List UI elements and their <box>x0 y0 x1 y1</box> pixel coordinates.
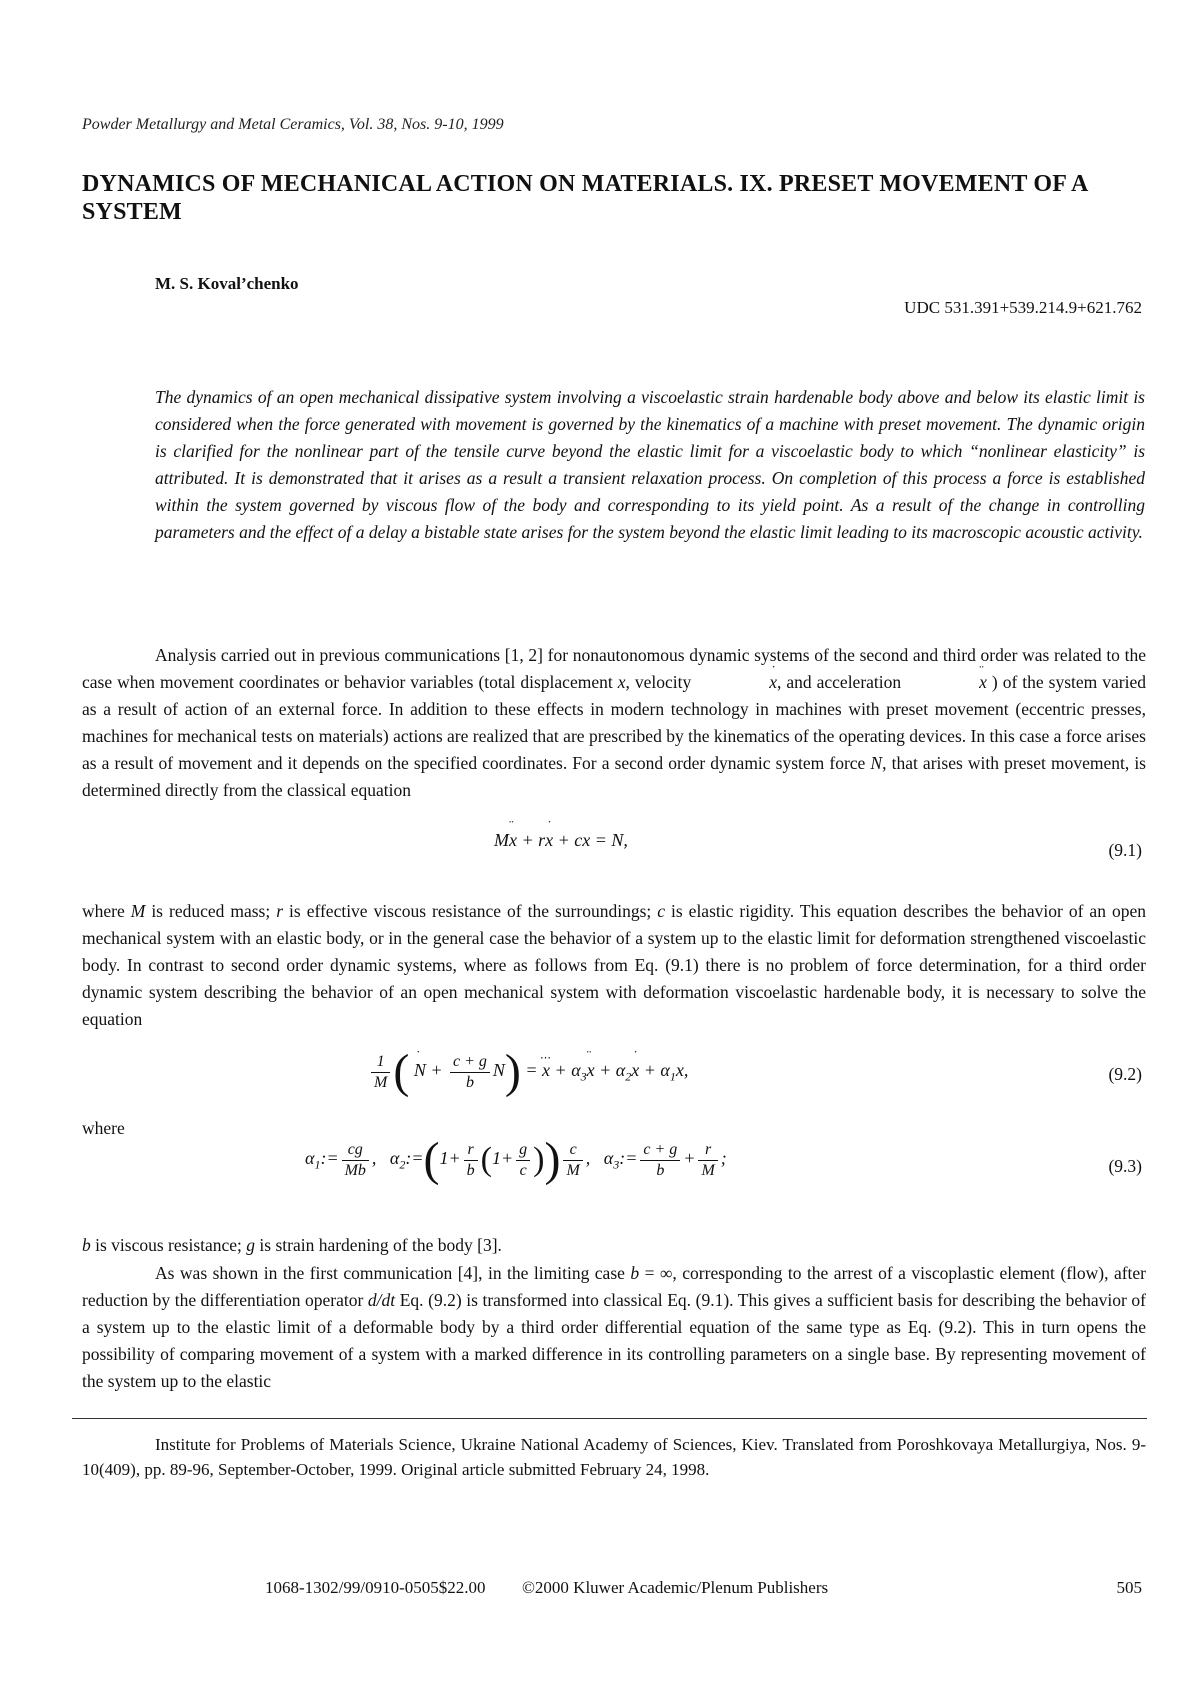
abstract: The dynamics of an open mechanical dissipative system involving a viscoelastic strain hardenable body above and below its elastic limit is considered when the force generated with movement is governed by the kinematics of a machine with preset movement. The dynamic origin is clarified for the nonlinear part of the tensile curve beyond the elastic limit for a viscoelastic body to which “nonlinear elasticity” is attributed. It is demonstrated that it arises as a result a transient relaxation process. On completion of this process a force is established within the system governed by viscous flow of the body and corresponding to its yield point. As a result of the change in controlling parameters and the effect of a delay a bistable state arises for the system beyond the elastic limit leading to its macroscopic acoustic activity. <box>155 387 1145 542</box>
frac-1-over-m: $\frac{1}{M}$ <box>371 1052 390 1093</box>
footnote-affiliation: Institute for Problems of Materials Science, Ukraine National Academy of Sciences, Kiev. Translated from Poroshkovaya Metallurgiya, Nos. 9-10(409), pp. 89-96, September-October, 1999. Original article submitted February 24, 1998. <box>82 1435 1146 1479</box>
para4-text-b: = ∞, corresponding to the arrest of a viscoplastic element (flow), after reduction by the differentiation operator <box>82 1263 1147 1310</box>
paragraph-b-definition: b is viscous resistance; g is strain hardening of the body [3]. <box>82 1235 502 1255</box>
author-name: M. S. Koval’chenko <box>155 274 299 293</box>
journal-line: Powder Metallurgy and Metal Ceramics, Vol. 38, Nos. 9-10, 1999 <box>82 116 504 133</box>
paragraph-intro: Analysis carried out in previous communications [1, 2] for nonautonomous dynamic systems of the second and third order was related to the case when movement coordinates or behavior variables (total displacement x, velocity ˙ x, and acceleration ¨ x ) of the system varied as a result of action of an external force. In addition to these effects in modern technology in machines with preset movement (eccentric presses, machines for mechanical tests on materials) actions are realized that are prescribed by the kinematics of the operating devices. In this case a force arises as a result of movement and it depends on the specified coordinates. For a second order dynamic system force N, that arises with preset movement, is determined directly from the classical equation <box>82 642 1146 804</box>
para2-text-a: where <box>82 901 131 921</box>
article-title: DYNAMICS OF MECHANICAL ACTION ON MATERIALS. IX. PRESET MOVEMENT OF A SYSTEM <box>82 171 1088 225</box>
where-label: where <box>82 1118 125 1138</box>
para3-text-a: is viscous resistance; <box>90 1235 247 1255</box>
para2-text-b: is reduced mass; <box>145 901 277 921</box>
para1-text-d: ) of the system varied as a result of action of an external force. In addition to these effects in modern technology in machines with preset movement (eccentric presses, machines for mechanical tests on materials) actions are realized that are prescribed by the kinematics of the operating devices. In this case a force arises as a result of movement and it depends on the specified coordinates. For a second order dynamic system force <box>82 672 1147 773</box>
para4-text-c: Eq. (9.2) is transformed into classical Eq. (9.1). This gives a sufficient basis for describing the behavior of a system up to the elastic limit of a deformable body by a third order differential equation of the same type as Eq. (9.2). This in turn opens the possibility of comparing movement of a system with a marked difference in its controlling parameters on a single base. By representing movement of the system up to the elastic <box>82 1290 1147 1391</box>
para2-text-d: is elastic rigidity. This equation describes the behavior of an open mechanical system with an elastic body, or in the general case the behavior of a system up to the elastic limit for deformation strengthened viscoelastic body. In contrast to second order dynamic systems, where as follows from Eq. (9.1) there is no problem of force determination, for a third order dynamic system describing the behavior of an open mechanical system with deformation viscoelastic hardenable body, it is necessary to solve the equation <box>82 901 1146 1029</box>
para1-text-b: , velocity <box>625 672 697 692</box>
frac-g-over-c: $\frac{g}{c}$ <box>516 1140 530 1181</box>
footer-issn-code: 1068-1302/99/0910-0505$22.00 <box>265 1578 486 1597</box>
paragraph-definitions: where M is reduced mass; r is effective viscous resistance of the surroundings; c is elastic rigidity. This equation describes the behavior of an open mechanical system with an elastic body, or in the general case the behavior of a system up to the elastic limit for deformation strengthened viscoelastic body. In contrast to second order dynamic systems, where as follows from Eq. (9.1) there is no problem of force determination, for a third order dynamic system describing the behavior of an open mechanical system with deformation viscoelastic hardenable body, it is necessary to solve the equation <box>82 901 1146 1029</box>
equation-9-3: $\alpha_1:=$ $\frac{cg}{Mb}$ , $\alpha_2:=(1+$ $\frac{r}{b}$ (1+ $\frac{g}{c}$ )) $\frac{c}{M}$ , $\alpha_3:=$ $\frac{c + g}{b}$ + $\frac{r}{M}$ ; <box>305 1133 727 1186</box>
para2-text-c: is effective viscous resistance of the surroundings; <box>283 901 658 921</box>
equation-9-1: M¨ x + r˙ x + cx = N, <box>494 830 628 851</box>
para3-text-b: is strain hardening of the body [3]. <box>255 1235 502 1255</box>
frac-r-over-b: $\frac{r}{b}$ <box>464 1140 478 1181</box>
para1-text-a: Analysis carried out in previous communications [1, 2] for nonautonomous dynamic systems of the second and third order was related to the case when movement coordinates or behavior variables (total displacement <box>82 645 1146 692</box>
frac-cg-over-b-2: $\frac{c + g}{b}$ <box>640 1140 680 1181</box>
footer-page-number: 505 <box>1116 1578 1142 1597</box>
footer-publisher: ©2000 Kluwer Academic/Plenum Publishers <box>522 1578 829 1597</box>
equation-number-9-1: (9.1) <box>1108 840 1142 860</box>
para1-text-e: , that arises with preset movement, is determined directly from the classical equation <box>82 753 1146 800</box>
frac-c-over-m: $\frac{c}{M}$ <box>563 1140 582 1181</box>
para1-text-c: , and acceleration <box>777 672 907 692</box>
frac-cg-over-mb: $\frac{cg}{Mb}$ <box>342 1140 369 1181</box>
footnote-divider <box>72 1418 1147 1419</box>
equation-9-2: $\frac{1}{M}$ ( ˙ N + $\frac{c + g}{b}$ N) = ⋯ $x + \alpha_3¨$ $x + \alpha_2˙$ $x + \alpha_1x$, <box>368 1048 688 1096</box>
udc-code: UDC 531.391+539.214.9+621.762 <box>904 298 1142 317</box>
frac-r-over-m: $\frac{r}{M}$ <box>698 1140 717 1181</box>
frac-cg-over-b: $\frac{c + g}{b}$ <box>450 1052 490 1093</box>
equation-number-9-3: (9.3) <box>1108 1156 1142 1176</box>
para4-text-a: As was shown in the first communication [4], in the limiting case <box>155 1263 631 1283</box>
paragraph-limiting-case: As was shown in the first communication [4], in the limiting case b = ∞, corresponding to the arrest of a viscoplastic element (flow), after reduction by the differentiation operator d/dt Eq. (9.2) is transformed into classical Eq. (9.1). This gives a sufficient basis for describing the behavior of a system up to the elastic limit of a deformable body by a third order differential equation of the same type as Eq. (9.2). This in turn opens the possibility of comparing movement of a system with a marked difference in its controlling parameters on a single base. By representing movement of the system up to the elastic <box>82 1263 1147 1391</box>
equation-number-9-2: (9.2) <box>1108 1064 1142 1084</box>
